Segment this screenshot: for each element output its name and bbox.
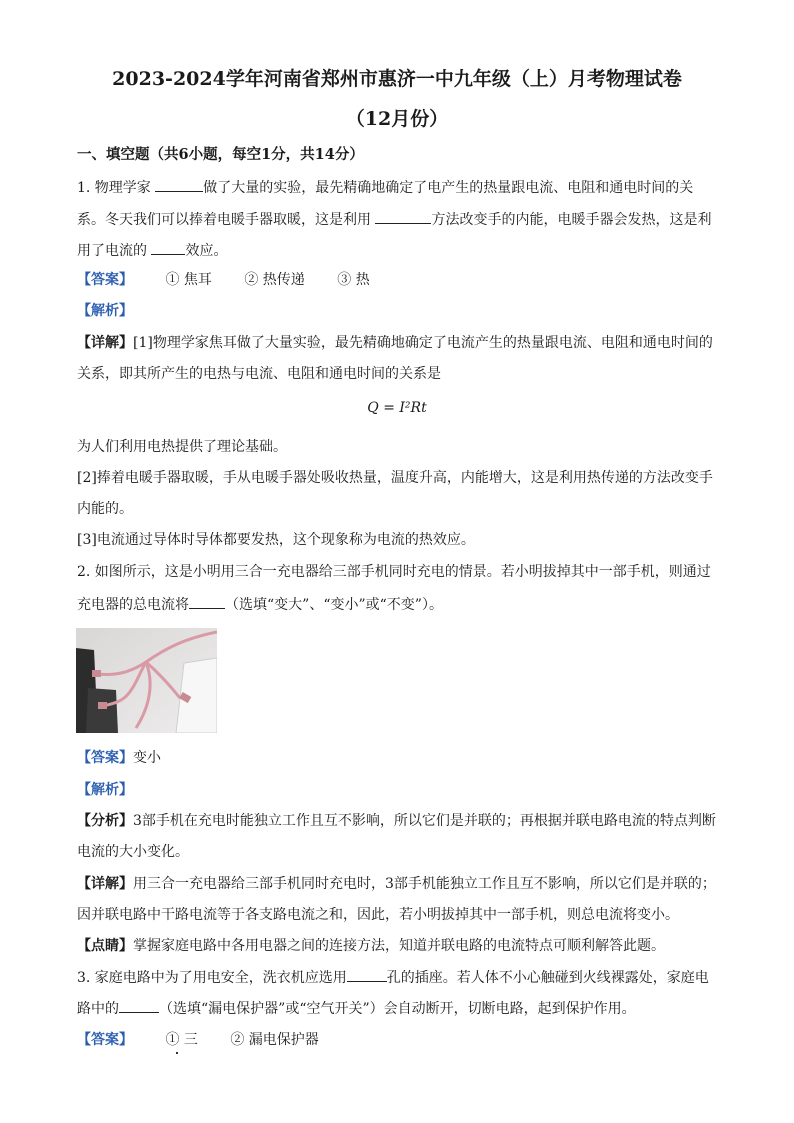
detail-text: 用三合一充电器给三部手机同时充电时，3部手机能独立工作且互不影响，所以它们是并联的； xyxy=(133,876,716,892)
answer-blank xyxy=(151,240,185,255)
answer-blank xyxy=(189,594,225,609)
q2-text: 充电器的总电流将 xyxy=(77,597,189,613)
q3-text: （选填“漏电保护器”或“空气开关”）会自动断开，切断电路，起到保护作用。 xyxy=(159,1001,636,1017)
dianjing-text: 掌握家庭电路中各用电器之间的连接方法，知道并联电路的电流特点可顺利解答此题。 xyxy=(133,938,665,954)
q2-dianjing xyxy=(77,936,665,956)
q1-text: 方法改变手的内能，电暖手器会发热，这是利 xyxy=(431,212,712,228)
answer-option: ① 焦耳 xyxy=(165,272,212,288)
q1-detail-5: 内能的。 xyxy=(77,501,133,517)
q1-detail-4: [2]捧着电暖手器取暖，手从电暖手器处吸收热量，温度升高，内能增大，这是利用热传递的方法改变手 xyxy=(77,470,713,486)
detail-tag: 【详解】 xyxy=(77,876,133,892)
q1-line-3 xyxy=(77,240,227,261)
q2-text: （选填“变大”、“变小”或“不变”）。 xyxy=(225,597,443,613)
q1-detail-3: 为人们利用电热提供了理论基础。 xyxy=(77,439,287,455)
q1-text: 做了大量的实验，最先精确地确定了电产生的热量跟电流、电阻和通电时间的关 xyxy=(203,180,694,196)
answer-option: ③ 热 xyxy=(337,272,370,288)
charger-photo xyxy=(76,628,217,733)
answer-blank xyxy=(155,177,203,192)
answer-value: 变小 xyxy=(133,750,161,766)
answer-option: ② 热传递 xyxy=(244,272,305,288)
phone-shape xyxy=(86,688,118,733)
q1-line-1 xyxy=(77,177,693,198)
paper-subtitle: （12月份） xyxy=(345,108,449,130)
fenxi-text: 3部手机在充电时能独立工作且互不影响，所以它们是并联的；再根据并联电路电流的特点判断 xyxy=(133,813,716,829)
q2-detail-1 xyxy=(77,874,716,894)
page-mark xyxy=(176,1052,178,1054)
q1-detail-6: [3]电流通过导体时导体都要发热，这个现象称为电流的热效应。 xyxy=(77,532,475,548)
q1-detail-2: 关系，即其所产生的电热与电流、电阻和通电时间的关系是 xyxy=(77,366,441,382)
q1-text: 1. 物理学家 xyxy=(77,180,151,196)
q2-line-1: 2. 如图所示，这是小明用三合一充电器给三部手机同时充电的情景。若小明拔掉其中一部手机，则通过 xyxy=(77,564,711,580)
q1-text: 用了电流的 xyxy=(77,243,147,259)
q3-line-2 xyxy=(77,998,636,1019)
q3-text: 路中的 xyxy=(77,1001,119,1017)
q1-answer xyxy=(77,270,370,290)
answer-tag: 【答案】 xyxy=(77,272,133,288)
analysis-tag: 【解析】 xyxy=(77,782,133,798)
analysis-tag: 【解析】 xyxy=(77,303,133,319)
connector-shape xyxy=(92,670,101,677)
answer-blank xyxy=(347,967,387,982)
detail-text: [1]物理学家焦耳做了大量实验，最先精确地确定了电流产生的热量跟电流、电阻和通电时间的 xyxy=(133,335,713,351)
answer-tag: 【答案】 xyxy=(77,750,133,766)
q3-text: 3. 家庭电路中为了用电安全，洗衣机应选用 xyxy=(77,970,347,986)
section-heading: 一、填空题（共6小题，每空1分，共14分） xyxy=(77,146,364,163)
q2-line-2 xyxy=(77,594,443,615)
q2-fenxi-1 xyxy=(77,811,716,831)
answer-option: ② 漏电保护器 xyxy=(230,1032,319,1048)
paper-title: 2023-2024学年河南省郑州市惠济一中九年级（上）月考物理试卷 xyxy=(112,68,682,90)
q3-answer xyxy=(77,1030,319,1050)
q1-detail-1 xyxy=(77,333,713,353)
q2-fenxi-2: 电流的大小变化。 xyxy=(77,844,189,860)
connector-shape xyxy=(98,702,107,709)
q3-line-1 xyxy=(77,967,709,988)
answer-blank xyxy=(119,998,159,1013)
charger-illustration xyxy=(76,628,217,733)
dianjing-tag: 【点睛】 xyxy=(77,938,133,954)
q2-detail-2: 因并联电路中干路电流等于各支路电流之和，因此，若小明拔掉其中一部手机，则总电流将变小。 xyxy=(77,907,679,923)
answer-option: ① 三 xyxy=(165,1032,198,1048)
q1-text: 效应。 xyxy=(185,243,228,259)
q2-answer xyxy=(77,748,161,768)
q1-text: 系。冬天我们可以捧着电暖手器取暖，这是利用 xyxy=(77,212,371,228)
q1-analysis-tag xyxy=(77,301,133,321)
fenxi-tag: 【分析】 xyxy=(77,813,133,829)
answer-tag: 【答案】 xyxy=(77,1032,133,1048)
detail-tag: 【详解】 xyxy=(77,335,133,351)
formula: Q = I²Rt xyxy=(367,400,427,416)
q3-text: 孔的插座。若人体不小心触碰到火线裸露处，家庭电 xyxy=(386,970,709,986)
q1-line-2 xyxy=(77,209,711,230)
answer-blank xyxy=(375,209,431,224)
q2-analysis-tag xyxy=(77,780,133,800)
